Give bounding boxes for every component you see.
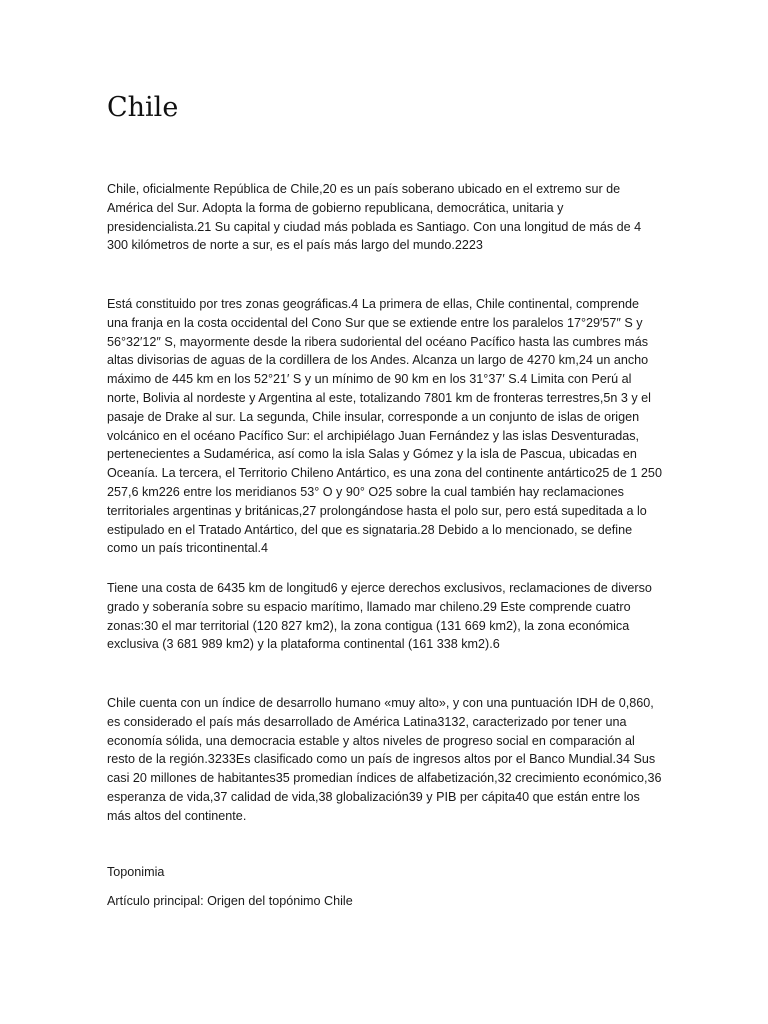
- paragraph-maritime: Tiene una costa de 6435 km de longitud6 y ejerce derechos exclusivos, reclamaciones de diverso grado y soberanía sobre su espacio marítimo, llamado mar chileno.29 Este comprende cuatro zonas:30 el mar territorial (120 827 km2), la zona contigua (131 669 km2), la zona económica exclusiva (3 681 989 km2) y la plataforma continental (161 338 km2).6: [107, 581, 652, 652]
- main-article-note: Artículo principal: Origen del topónimo Chile: [107, 894, 353, 908]
- page-title: Chile: [107, 92, 179, 123]
- paragraph-geography: Está constituido por tres zonas geográficas.4 La primera de ellas, Chile continental, comprende una franja en la costa occidental del Cono Sur que se extiende entre los paralelos 17°29′57″ S y 56°32′12″ S, mayormente desde la ribera sudoriental del océano Pacífico hasta las cumbres más altas divisorias de aguas de la cordillera de los Andes. Alcanza un largo de 4270 km,24 un ancho máximo de 445 km en los 52°21′ S y un mínimo de 90 km en los 31°37′ S.4 Limita con Perú al norte, Bolivia al nordeste y Argentina al este, totalizando 7801 km de fronteras terrestres,5n 3 y el pasaje de Drake al sur. La segunda, Chile insular, corresponde a un conjunto de islas de origen volcánico en el océano Pacífico Sur: el archipiélago Juan Fernández y las islas Desventuradas, pertenecientes a Sudamérica, así como la isla Salas y Gómez y la isla de Pascua, ubicadas en Oceanía. La tercera, el Territorio Chileno Antártico, es una zona del continente antártico25 de 1 250 257,6 km226 entre los meridianos 53° O y 90° O25 sobre la cual también hay reclamaciones territoriales argentinas y británicas,27 prolongándose hasta el polo sur, pero está supeditada a lo estipulado en el Tratado Antártico, del que es signataria.28 Debido a lo mencionado, se define como un país tricontinental.4: [107, 297, 662, 556]
- paragraph-intro: Chile, oficialmente República de Chile,20 es un país soberano ubicado en el extremo sur de América del Sur. Adopta la forma de gobierno republicana, democrática, unitaria y presidencialista.21 Su capital y ciudad más poblada es Santiago. Con una longitud de más de 4 300 kilómetros de norte a sur, es el país más largo del mundo.2223: [107, 182, 642, 253]
- paragraph-development: Chile cuenta con un índice de desarrollo humano «muy alto», y con una puntuación IDH de 0,860, es considerado el país más desarrollado de América Latina3132, caracterizado por tener una economía sólida, una democracia estable y altos niveles de progreso social en comparación al resto de la región.3233Es clasificado como un país de ingresos altos por el Banco Mundial.34 Sus casi 20 millones de habitantes35 promedian índices de alfabetización,32 crecimiento económico,36 esperanza de vida,37 calidad de vida,38 globalización39 y PIB per cápita40 que están entre los más altos del continente.: [107, 696, 662, 823]
- section-heading-toponimia: Toponimia: [107, 865, 165, 879]
